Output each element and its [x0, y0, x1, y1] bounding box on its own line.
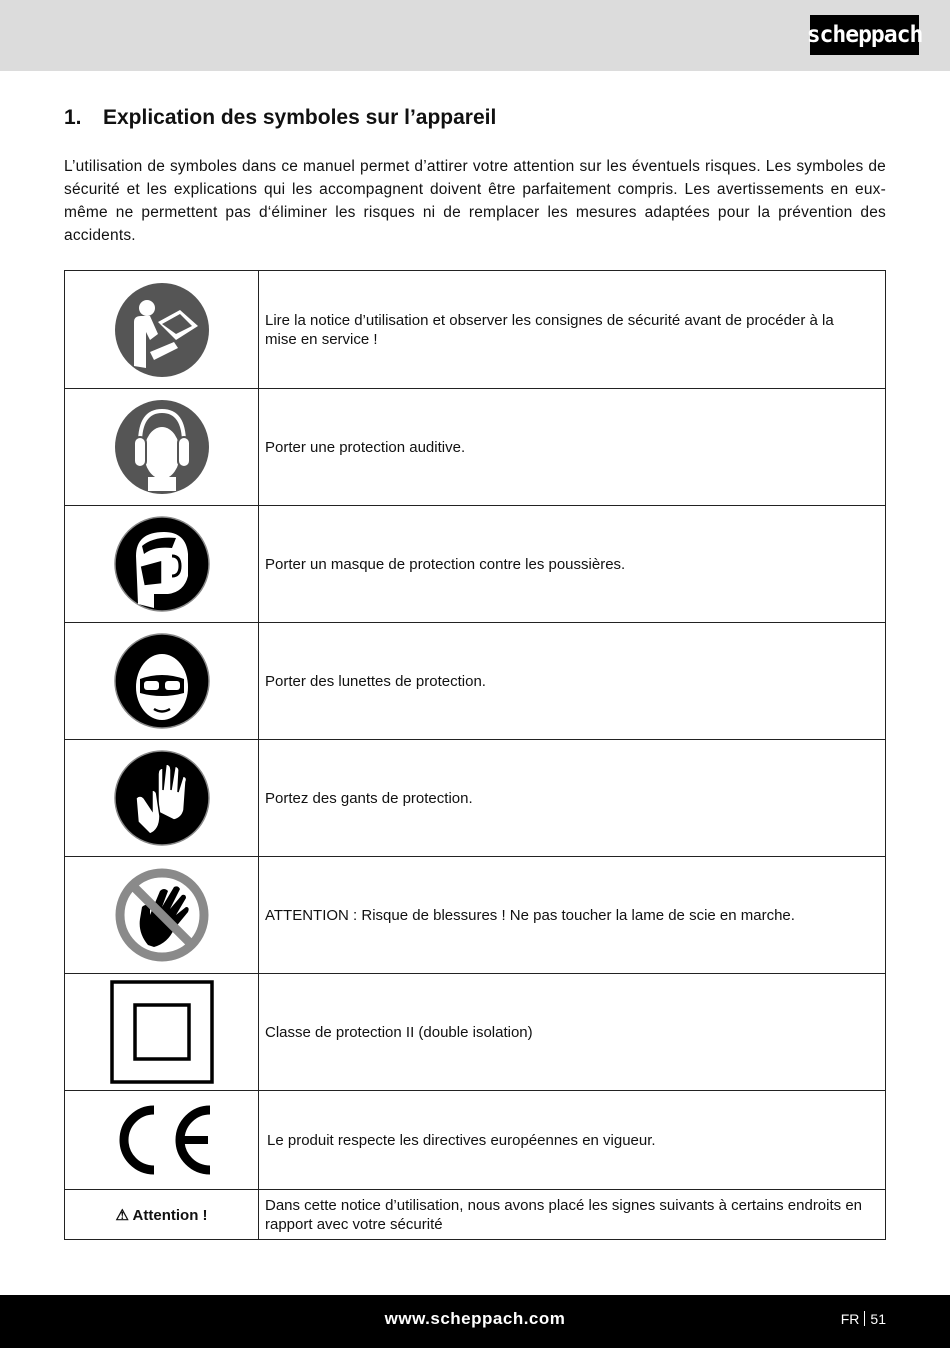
section-heading [64, 106, 496, 130]
symbol-description: Le produit respecte les directives européennes en vigueur. [259, 1091, 886, 1190]
page-indicator [841, 1311, 886, 1327]
symbol-row [65, 857, 886, 974]
symbol-row [65, 271, 886, 389]
read-manual-icon [114, 282, 210, 378]
protection-class-ii-icon [110, 980, 214, 1084]
section-number: 1. [64, 106, 82, 129]
symbol-description: Porter une protection auditive. [259, 389, 886, 506]
symbols-table [64, 270, 886, 1240]
attention-description: Dans cette notice d’utilisation, nous avons placé les signes suivants à certains endroits en rapport avec votre sécurité [259, 1190, 886, 1240]
attention-row [65, 1190, 886, 1240]
page-number: 51 [870, 1311, 886, 1327]
safety-glasses-icon [114, 633, 210, 729]
logo-text: scheppach [806, 22, 923, 48]
intro-paragraph: L’utilisation de symboles dans ce manuel permet d’attirer votre attention sur les éventuels risques. Les symboles de sécurité et les explications qui les accompagnent doivent être parfaitement compris. Les avertissements en eux-même ne permettent pas d‘éliminer les risques ni de remplacer les mesures adaptées pour la prévention des accidents. [64, 158, 886, 244]
language-code: FR [840, 1311, 860, 1327]
symbol-row [65, 623, 886, 740]
symbol-description: Porter un masque de protection contre les poussières. [259, 506, 886, 623]
symbol-description: Portez des gants de protection. [259, 740, 886, 857]
symbol-row [65, 389, 886, 506]
symbol-row [65, 1091, 886, 1190]
attention-label: Attention ! [132, 1206, 208, 1224]
symbol-description: ATTENTION : Risque de blessures ! Ne pas toucher la lame de scie en marche. [259, 857, 886, 974]
section-title: Explication des symboles sur l’appareil [103, 106, 497, 129]
page-separator [864, 1311, 865, 1326]
website-link[interactable]: www.scheppach.com [384, 1309, 566, 1328]
symbol-description: Porter des lunettes de protection. [259, 623, 886, 740]
ce-mark-icon [110, 1102, 214, 1178]
symbol-description: Lire la notice d’utilisation et observer les consignes de sécurité avant de procéder à la mise en service ! [259, 271, 886, 389]
symbol-row [65, 740, 886, 857]
warning-icon: ⚠ [115, 1206, 129, 1224]
scheppach-logo [806, 15, 923, 55]
symbol-row [65, 506, 886, 623]
footer-bar [0, 1295, 950, 1348]
no-touch-icon [114, 867, 210, 963]
protective-gloves-icon [114, 750, 210, 846]
symbol-row [65, 974, 886, 1091]
hearing-protection-icon [114, 399, 210, 495]
symbol-description: Classe de protection II (double isolation) [259, 974, 886, 1091]
dust-mask-icon [114, 516, 210, 612]
